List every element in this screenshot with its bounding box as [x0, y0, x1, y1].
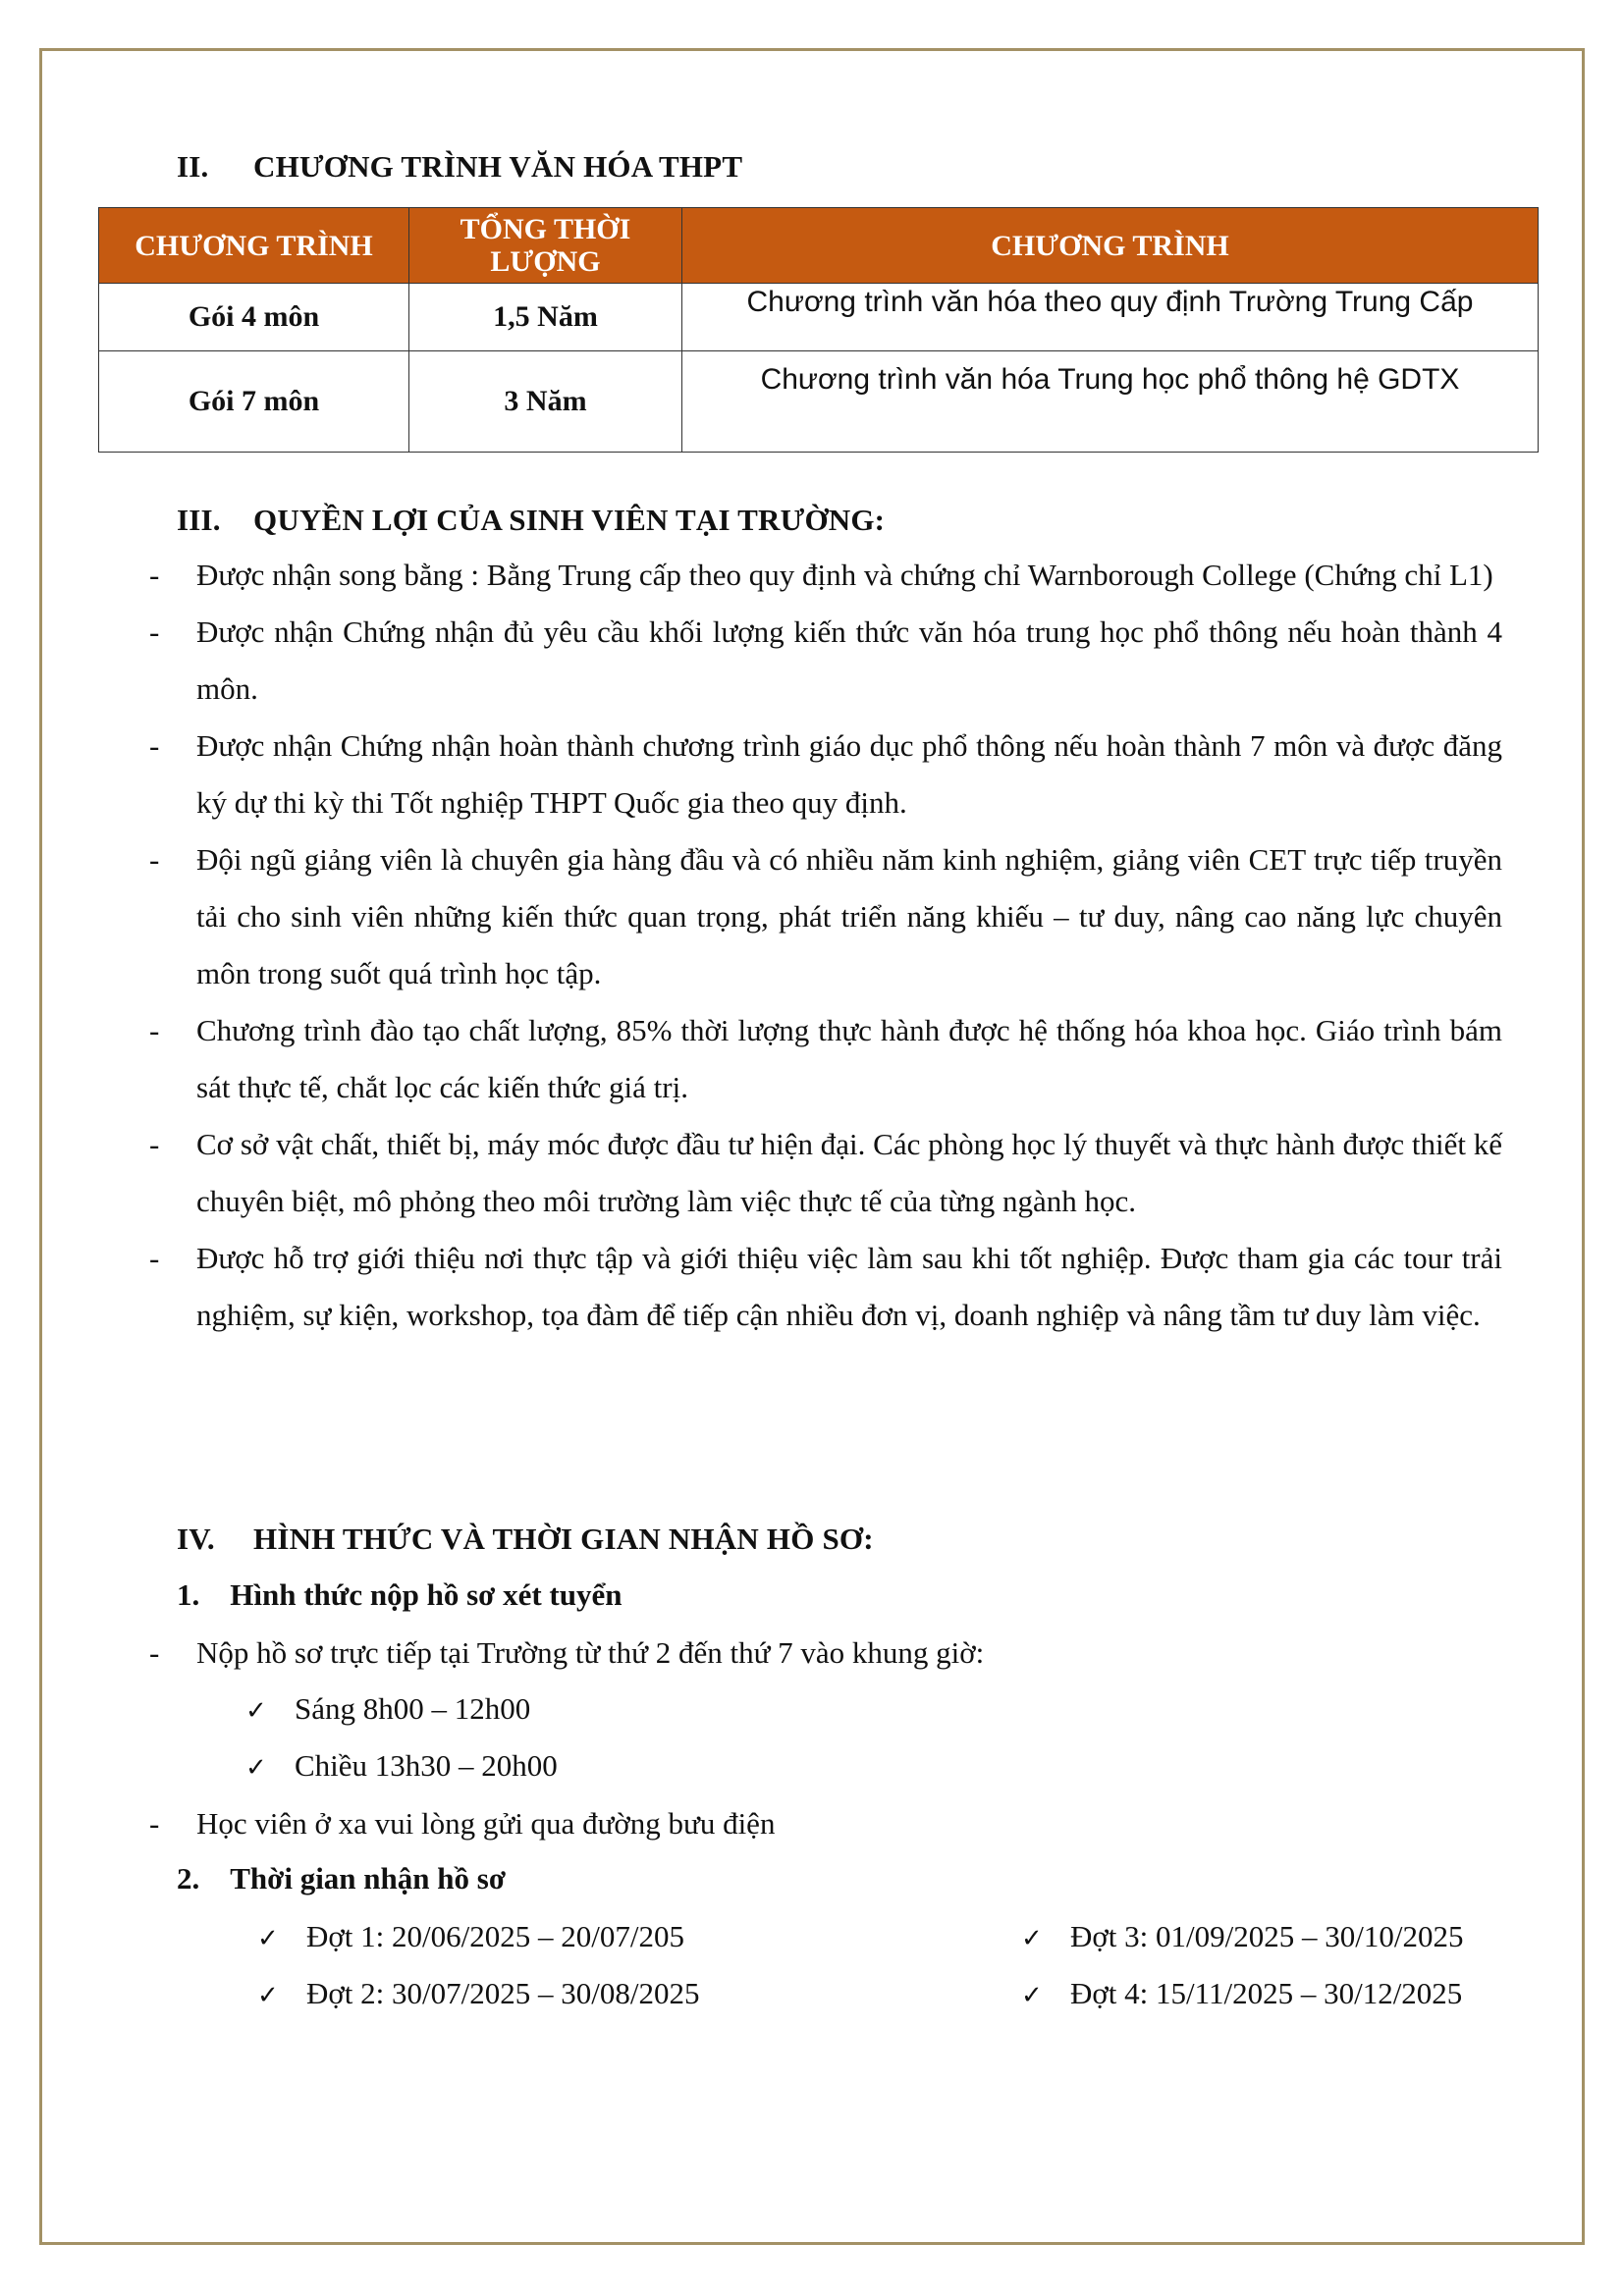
- section-3-heading: [177, 503, 885, 538]
- header-program: CHƯƠNG TRÌNH: [99, 208, 409, 284]
- benefits-list: [98, 547, 1502, 1344]
- list-item: - Được nhận song bằng : Bằng Trung cấp theo quy định và chứng chỉ Warnborough College (Chứng chỉ L1): [98, 547, 1502, 604]
- dash-icon: -: [149, 558, 160, 592]
- program-table: [98, 207, 1539, 453]
- list-item: - Cơ sở vật chất, thiết bị, máy móc được đầu tư hiện đại. Các phòng học lý thuyết và thực hành được thiết kế chuyên biệt, mô phỏng theo môi trường làm việc thực tế của từng ngành học.: [98, 1116, 1502, 1230]
- time-afternoon: ✓ Chiều 13h30 – 20h00: [245, 1748, 558, 1783]
- dash-icon: -: [149, 1635, 160, 1670]
- subheading-receiving-time: 2. Thời gian nhận hồ sơ: [177, 1861, 506, 1896]
- round-3: ✓ Đợt 3: 01/09/2025 – 30/10/2025: [1021, 1919, 1464, 1953]
- section-2-number: II.: [177, 149, 209, 184]
- list-item: - Nộp hồ sơ trực tiếp tại Trường từ thứ 2 đến thứ 7 vào khung giờ:: [98, 1625, 1502, 1682]
- section-4-title: HÌNH THỨC VÀ THỜI GIAN NHẬN HỒ SƠ:: [253, 1522, 874, 1556]
- list-item: - Được nhận Chứng nhận đủ yêu cầu khối lượng kiến thức văn hóa trung học phổ thông nếu hoàn thành 4 môn.: [98, 604, 1502, 718]
- list-item: - Chương trình đào tạo chất lượng, 85% thời lượng thực hành được hệ thống hóa khoa học. Giáo trình bám sát thực tế, chắt lọc các kiến thức giá trị.: [98, 1002, 1502, 1116]
- submission-list: [98, 1625, 1502, 1682]
- section-4-heading: [177, 1522, 874, 1557]
- table-row: [99, 351, 1539, 453]
- dash-icon: -: [149, 1013, 160, 1047]
- table-header-row: [99, 208, 1539, 284]
- check-icon: ✓: [1021, 1981, 1043, 2010]
- program-cell: Chương trình văn hóa theo quy định Trường Trung Cấp: [682, 284, 1539, 351]
- header-duration: TỔNG THỜI LƯỢNG: [409, 208, 682, 284]
- list-item: - Học viên ở xa vui lòng gửi qua đường bưu điện: [98, 1795, 1502, 1852]
- program-cell: Chương trình văn hóa Trung học phổ thông hệ GDTX: [682, 351, 1539, 453]
- time-morning: ✓ Sáng 8h00 – 12h00: [245, 1691, 531, 1726]
- dash-icon: -: [149, 842, 160, 877]
- list-item: - Đội ngũ giảng viên là chuyên gia hàng đầu và có nhiều năm kinh nghiệm, giảng viên CET trực tiếp truyền tải cho sinh viên những kiến thức quan trọng, phát triển năng khiếu – tư duy, nâng cao năng lực chuyên môn trong suốt quá trình học tập.: [98, 831, 1502, 1002]
- check-icon: ✓: [257, 1924, 279, 1953]
- check-icon: ✓: [245, 1753, 267, 1783]
- round-4: ✓ Đợt 4: 15/11/2025 – 30/12/2025: [1021, 1976, 1463, 2010]
- section-3-number: III.: [177, 503, 221, 537]
- dash-icon: -: [149, 614, 160, 649]
- check-icon: ✓: [245, 1696, 267, 1726]
- section-2-heading: [177, 149, 742, 185]
- section-2-title: CHƯƠNG TRÌNH VĂN HÓA THPT: [253, 149, 743, 184]
- package-cell: Gói 7 môn: [99, 351, 409, 453]
- round-2: ✓ Đợt 2: 30/07/2025 – 30/08/2025: [257, 1976, 700, 2010]
- subheading-submission-method: 1. Hình thức nộp hồ sơ xét tuyển: [177, 1577, 623, 1612]
- duration-cell: 3 Năm: [409, 351, 682, 453]
- header-program-desc: CHƯƠNG TRÌNH: [682, 208, 1539, 284]
- package-cell: Gói 4 môn: [99, 284, 409, 351]
- section-4-number: IV.: [177, 1522, 215, 1556]
- dash-icon: -: [149, 728, 160, 763]
- section-3-title: QUYỀN LỢI CỦA SINH VIÊN TẠI TRƯỜNG:: [253, 503, 886, 537]
- dash-icon: -: [149, 1806, 160, 1841]
- dash-icon: -: [149, 1241, 160, 1275]
- duration-cell: 1,5 Năm: [409, 284, 682, 351]
- table-row: [99, 284, 1539, 351]
- check-icon: ✓: [1021, 1924, 1043, 1953]
- round-1: ✓ Đợt 1: 20/06/2025 – 20/07/205: [257, 1919, 684, 1953]
- postal-list: [98, 1795, 1502, 1852]
- dash-icon: -: [149, 1127, 160, 1161]
- list-item: - Được nhận Chứng nhận hoàn thành chương trình giáo dục phổ thông nếu hoàn thành 7 môn và được đăng ký dự thi kỳ thi Tốt nghiệp THPT Quốc gia theo quy định.: [98, 718, 1502, 831]
- check-icon: ✓: [257, 1981, 279, 2010]
- list-item: - Được hỗ trợ giới thiệu nơi thực tập và giới thiệu việc làm sau khi tốt nghiệp. Được tham gia các tour trải nghiệm, sự kiện, workshop, tọa đàm để tiếp cận nhiều đơn vị, doanh nghiệp và nâng tầm tư duy làm việc.: [98, 1230, 1502, 1344]
